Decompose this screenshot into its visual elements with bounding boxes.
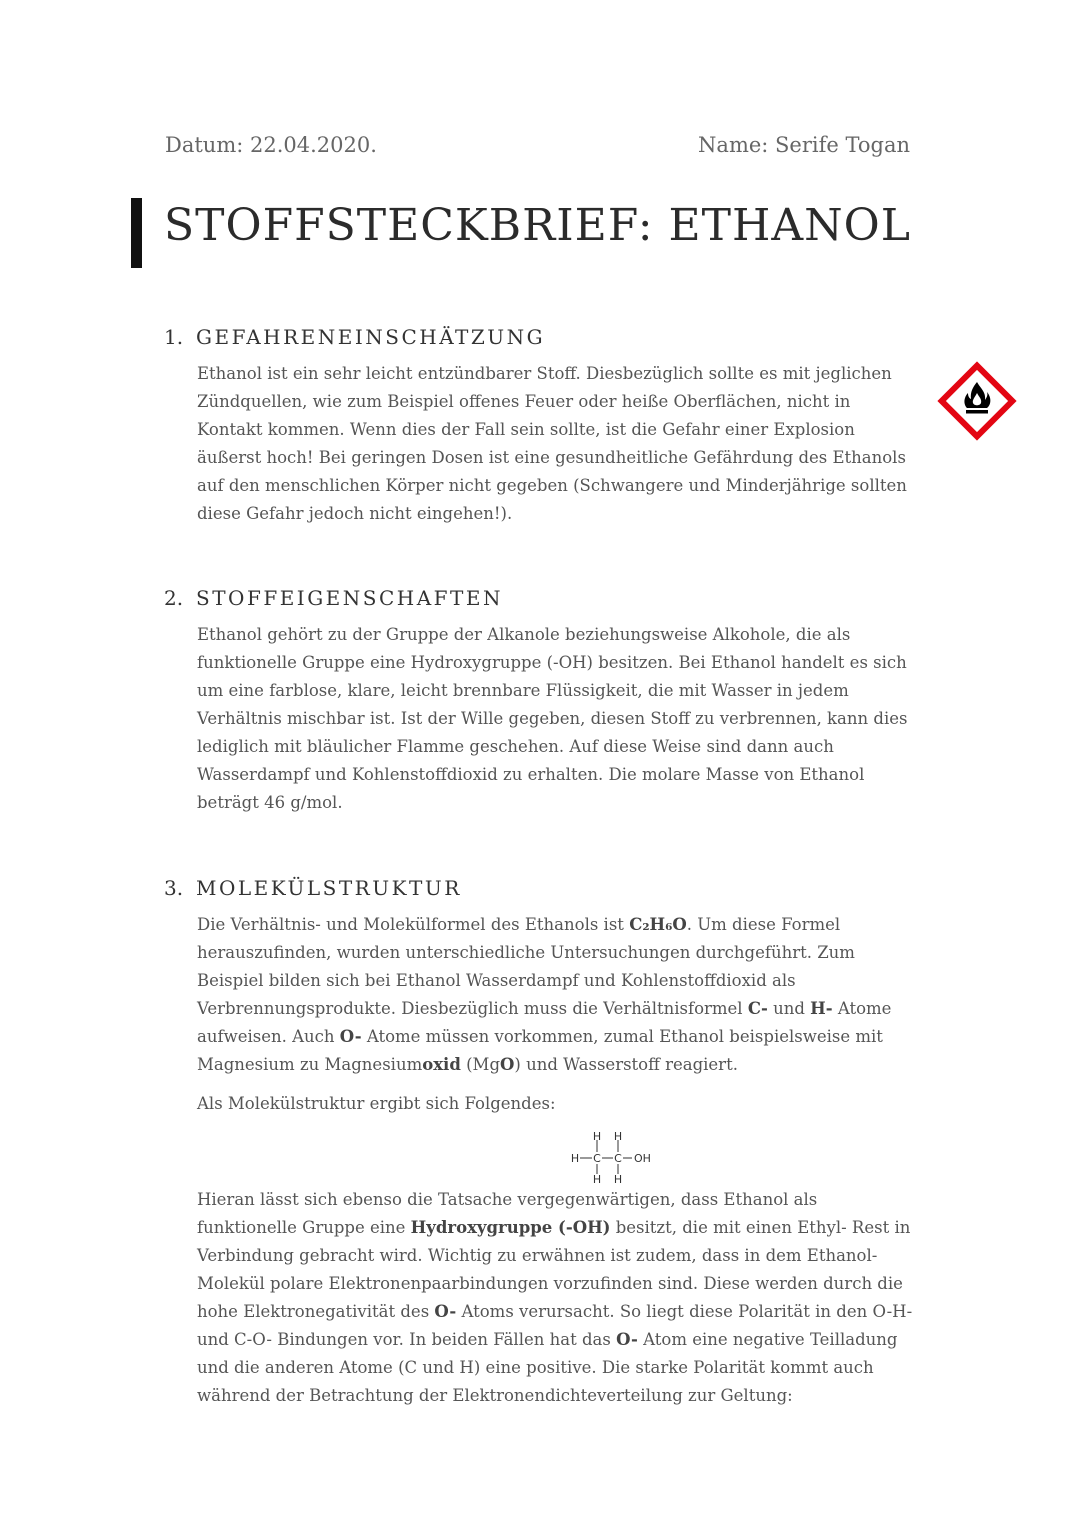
section-paragraph-intro-structure: Als Molekülstruktur ergibt sich Folgendes:	[197, 1094, 556, 1113]
hydroxy-group-term: Hydroxygruppe (-OH)	[410, 1218, 611, 1237]
section-number: 1.	[164, 325, 184, 349]
svg-text:C: C	[593, 1152, 601, 1165]
page-title: STOFFSTECKBRIEF: ETHANOL	[164, 200, 911, 251]
section-number: 2.	[164, 586, 184, 610]
svg-text:H: H	[592, 1130, 602, 1143]
section-title: GEFAHRENEINSCHÄTZUNG	[196, 325, 546, 349]
section-heading-structure	[164, 876, 462, 900]
section-paragraph-polarity: Hieran lässt sich ebenso die Tatsache vergegenwärtigen, dass Ethanol als funktionelle Gruppe eine Hydroxygruppe (-OH) besitzt, die mit einen Ethyl- Rest in Verbindung gebracht wird. Wichtig zu erwähnen ist zudem, dass in dem Ethanol-Molekül polare Elektronenpaarbindungen vorzufinden sind. Diese werden durch die hohe Elektronegativität des O- Atoms verursacht. So liegt diese Polarität in den O-H- und C-O- Bindungen vor. In beiden Fällen hat das O- Atom eine negative Teilladung und die anderen Atome (C und H) eine positive. Die starke Polarität kommt auch während der Betrachtung der Elektronendichteverteilung zur Geltung:	[197, 1190, 913, 1405]
svg-text:C: C	[614, 1152, 622, 1165]
section-title: MOLEKÜLSTRUKTUR	[196, 876, 462, 900]
section-heading-hazard	[164, 325, 545, 349]
section-paragraph-properties: Ethanol gehört zu der Gruppe der Alkanole beziehungsweise Alkohole, die als funktionelle Gruppe eine Hydroxygruppe (-OH) besitzen. Bei Ethanol handelt es sich um eine farblose, klare, leicht brennbare Flüssigkeit, die mit Wasser in jedem Verhältnis mischbar ist. Ist der Wille gegeben, diesen Stoff zu verbrennen, kann dies lediglich mit bläulicher Flamme geschehen. Auf diese Weise sind dann auch Wasserdampf und Kohlenstoffdioxid zu erhalten. Die molare Masse von Ethanol beträgt 46 g/mol.	[197, 625, 908, 812]
title-accent-bar	[131, 198, 142, 268]
section-paragraph-hazard: Ethanol ist ein sehr leicht entzündbarer Stoff. Diesbezüglich sollte es mit jeglichen Zündquellen, wie zum Beispiel offenes Feuer oder heiße Oberflächen, nicht in Kontakt kommen. Wenn dies der Fall sein sollte, ist die Gefahr einer Explosion äußerst hoch! Bei geringen Dosen ist eine gesundheitliche Gefährdung des Ethanols auf den menschlichen Körper nicht gegeben (Schwangere und Minderjährige sollten diese Gefahr jedoch nicht eingehen!).	[197, 364, 907, 523]
section-number: 3.	[164, 876, 184, 900]
svg-text:H: H	[613, 1173, 623, 1186]
svg-text:H: H	[570, 1152, 580, 1165]
section-paragraph-formula: Die Verhältnis- und Molekülformel des Ethanols ist C₂H₆O. Um diese Formel herauszufinden, wurden unterschiedliche Untersuchungen durchgeführt. Zum Beispiel bilden sich bei Ethanol Wasserdampf und Kohlenstoffdioxid als Verbrennungsprodukte. Diesbezüglich muss die Verhältnisformel C- und H- Atome aufweisen. Auch O- Atome müssen vorkommen, zumal Ethanol beispielsweise mit Magnesium zu Magnesiumoxid (MgO) und Wasserstoff reagiert.	[197, 915, 892, 1074]
flame-hazard-icon	[935, 359, 1019, 443]
ethanol-structure-diagram	[564, 1126, 664, 1186]
svg-text:OH: OH	[634, 1152, 651, 1165]
section-heading-properties	[164, 586, 503, 610]
svg-text:H: H	[613, 1130, 623, 1143]
svg-text:H: H	[592, 1173, 602, 1186]
date-label: Datum: 22.04.2020.	[165, 133, 377, 157]
name-label: Name: Serife Togan	[698, 133, 910, 157]
molecular-formula: C₂H₆O	[629, 915, 687, 934]
section-title: STOFFEIGENSCHAFTEN	[196, 586, 503, 610]
